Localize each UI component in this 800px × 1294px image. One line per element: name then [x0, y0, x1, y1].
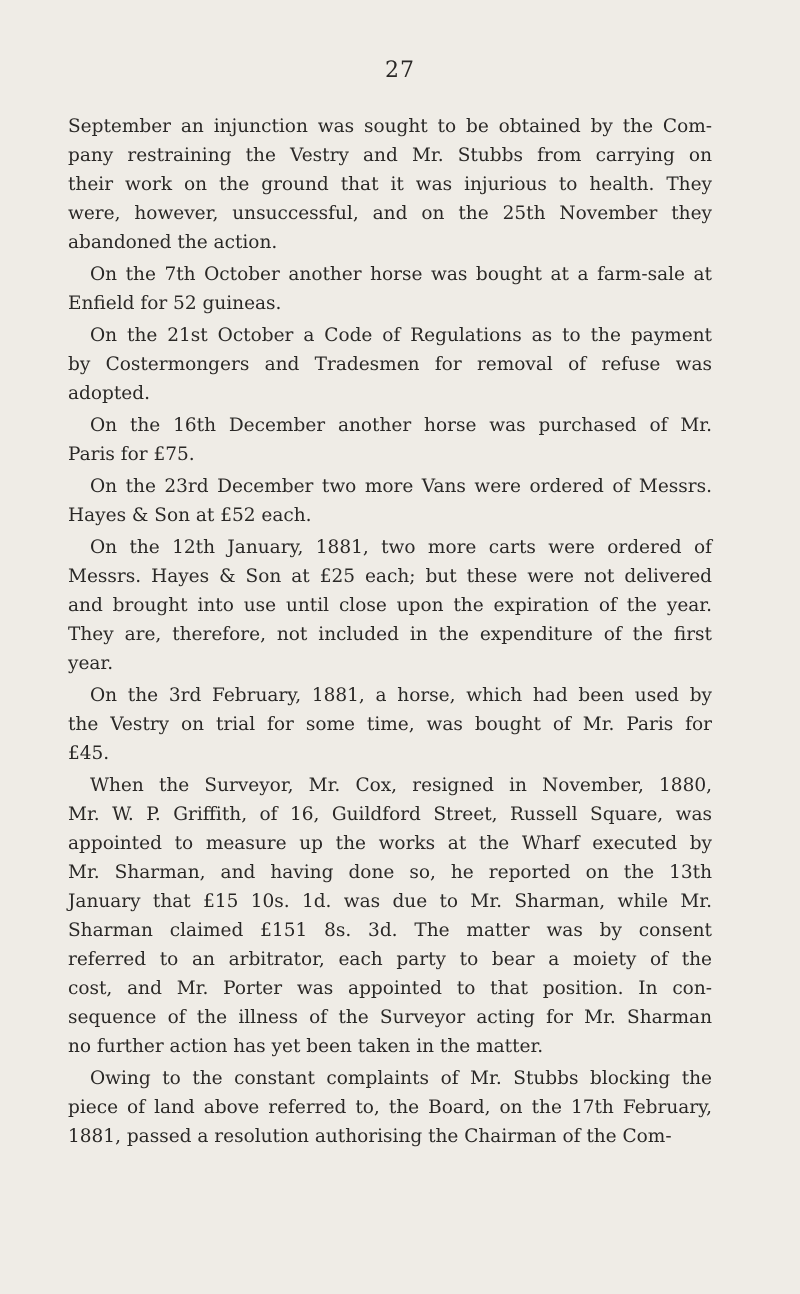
- text-line: September an injunction was sought to be obtained by the Com-: [68, 116, 712, 137]
- text-line: abandoned the action.: [68, 232, 278, 253]
- text-line: January that £15 10s. 1d. was due to Mr. Sharman, while Mr.: [68, 891, 712, 912]
- text-line: referred to an arbitrator, each party to bear a moiety of the: [68, 949, 712, 970]
- text-line: Mr. W. P. Griffith, of 16, Guildford Street, Russell Square, was: [68, 804, 712, 825]
- text-line: On the 21st October a Code of Regulations as to the payment: [90, 325, 712, 346]
- text-line: On the 7th October another horse was bought at a farm-sale at: [90, 264, 712, 285]
- paragraph: [68, 112, 712, 257]
- text-line: were, however, unsuccessful, and on the 25th November they: [68, 203, 712, 224]
- text-line: cost, and Mr. Porter was appointed to that position. In con-: [68, 978, 712, 999]
- text-line: and brought into use until close upon the expiration of the year.: [68, 595, 712, 616]
- text-line: Mr. Sharman, and having done so, he reported on the 13th: [68, 862, 712, 883]
- text-line: On the 12th January, 1881, two more carts were ordered of: [90, 537, 712, 558]
- body-text: [68, 112, 712, 1154]
- text-line: Hayes & Son at £52 each.: [68, 505, 312, 526]
- page-number: 27: [385, 58, 415, 83]
- paragraph: [68, 681, 712, 768]
- text-line: pany restraining the Vestry and Mr. Stubbs from carrying on: [68, 145, 712, 166]
- text-line: sequence of the illness of the Surveyor acting for Mr. Sharman: [68, 1007, 712, 1028]
- text-line: no further action has yet been taken in the matter.: [68, 1036, 544, 1057]
- text-line: On the 16th December another horse was purchased of Mr.: [90, 415, 712, 436]
- text-line: They are, therefore, not included in the expenditure of the first: [68, 624, 712, 645]
- text-line: Sharman claimed £151 8s. 3d. The matter was by consent: [68, 920, 712, 941]
- text-line: piece of land above referred to, the Board, on the 17th February,: [68, 1097, 712, 1118]
- text-line: On the 3rd February, 1881, a horse, which had been used by: [90, 685, 712, 706]
- text-line: Enfield for 52 guineas.: [68, 293, 282, 314]
- paragraph: [68, 411, 712, 469]
- text-line: by Costermongers and Tradesmen for removal of refuse was: [68, 354, 712, 375]
- paragraph: [68, 321, 712, 408]
- text-line: their work on the ground that it was injurious to health. They: [68, 174, 712, 195]
- text-line: When the Surveyor, Mr. Cox, resigned in November, 1880,: [90, 775, 712, 796]
- text-line: Paris for £75.: [68, 444, 195, 465]
- paragraph: [68, 472, 712, 530]
- paragraph: [68, 771, 712, 1061]
- text-line: the Vestry on trial for some time, was bought of Mr. Paris for: [68, 714, 712, 735]
- paragraph: [68, 1064, 712, 1151]
- text-line: year.: [68, 653, 114, 674]
- text-line: On the 23rd December two more Vans were ordered of Messrs.: [90, 476, 712, 497]
- text-line: 1881, passed a resolution authorising the Chairman of the Com-: [68, 1126, 672, 1147]
- text-line: adopted.: [68, 383, 150, 404]
- text-line: appointed to measure up the works at the Wharf executed by: [68, 833, 712, 854]
- text-line: Owing to the constant complaints of Mr. Stubbs blocking the: [90, 1068, 712, 1089]
- text-line: £45.: [68, 743, 110, 764]
- paragraph: [68, 260, 712, 318]
- text-line: Messrs. Hayes & Son at £25 each; but these were not delivered: [68, 566, 712, 587]
- paragraph: [68, 533, 712, 678]
